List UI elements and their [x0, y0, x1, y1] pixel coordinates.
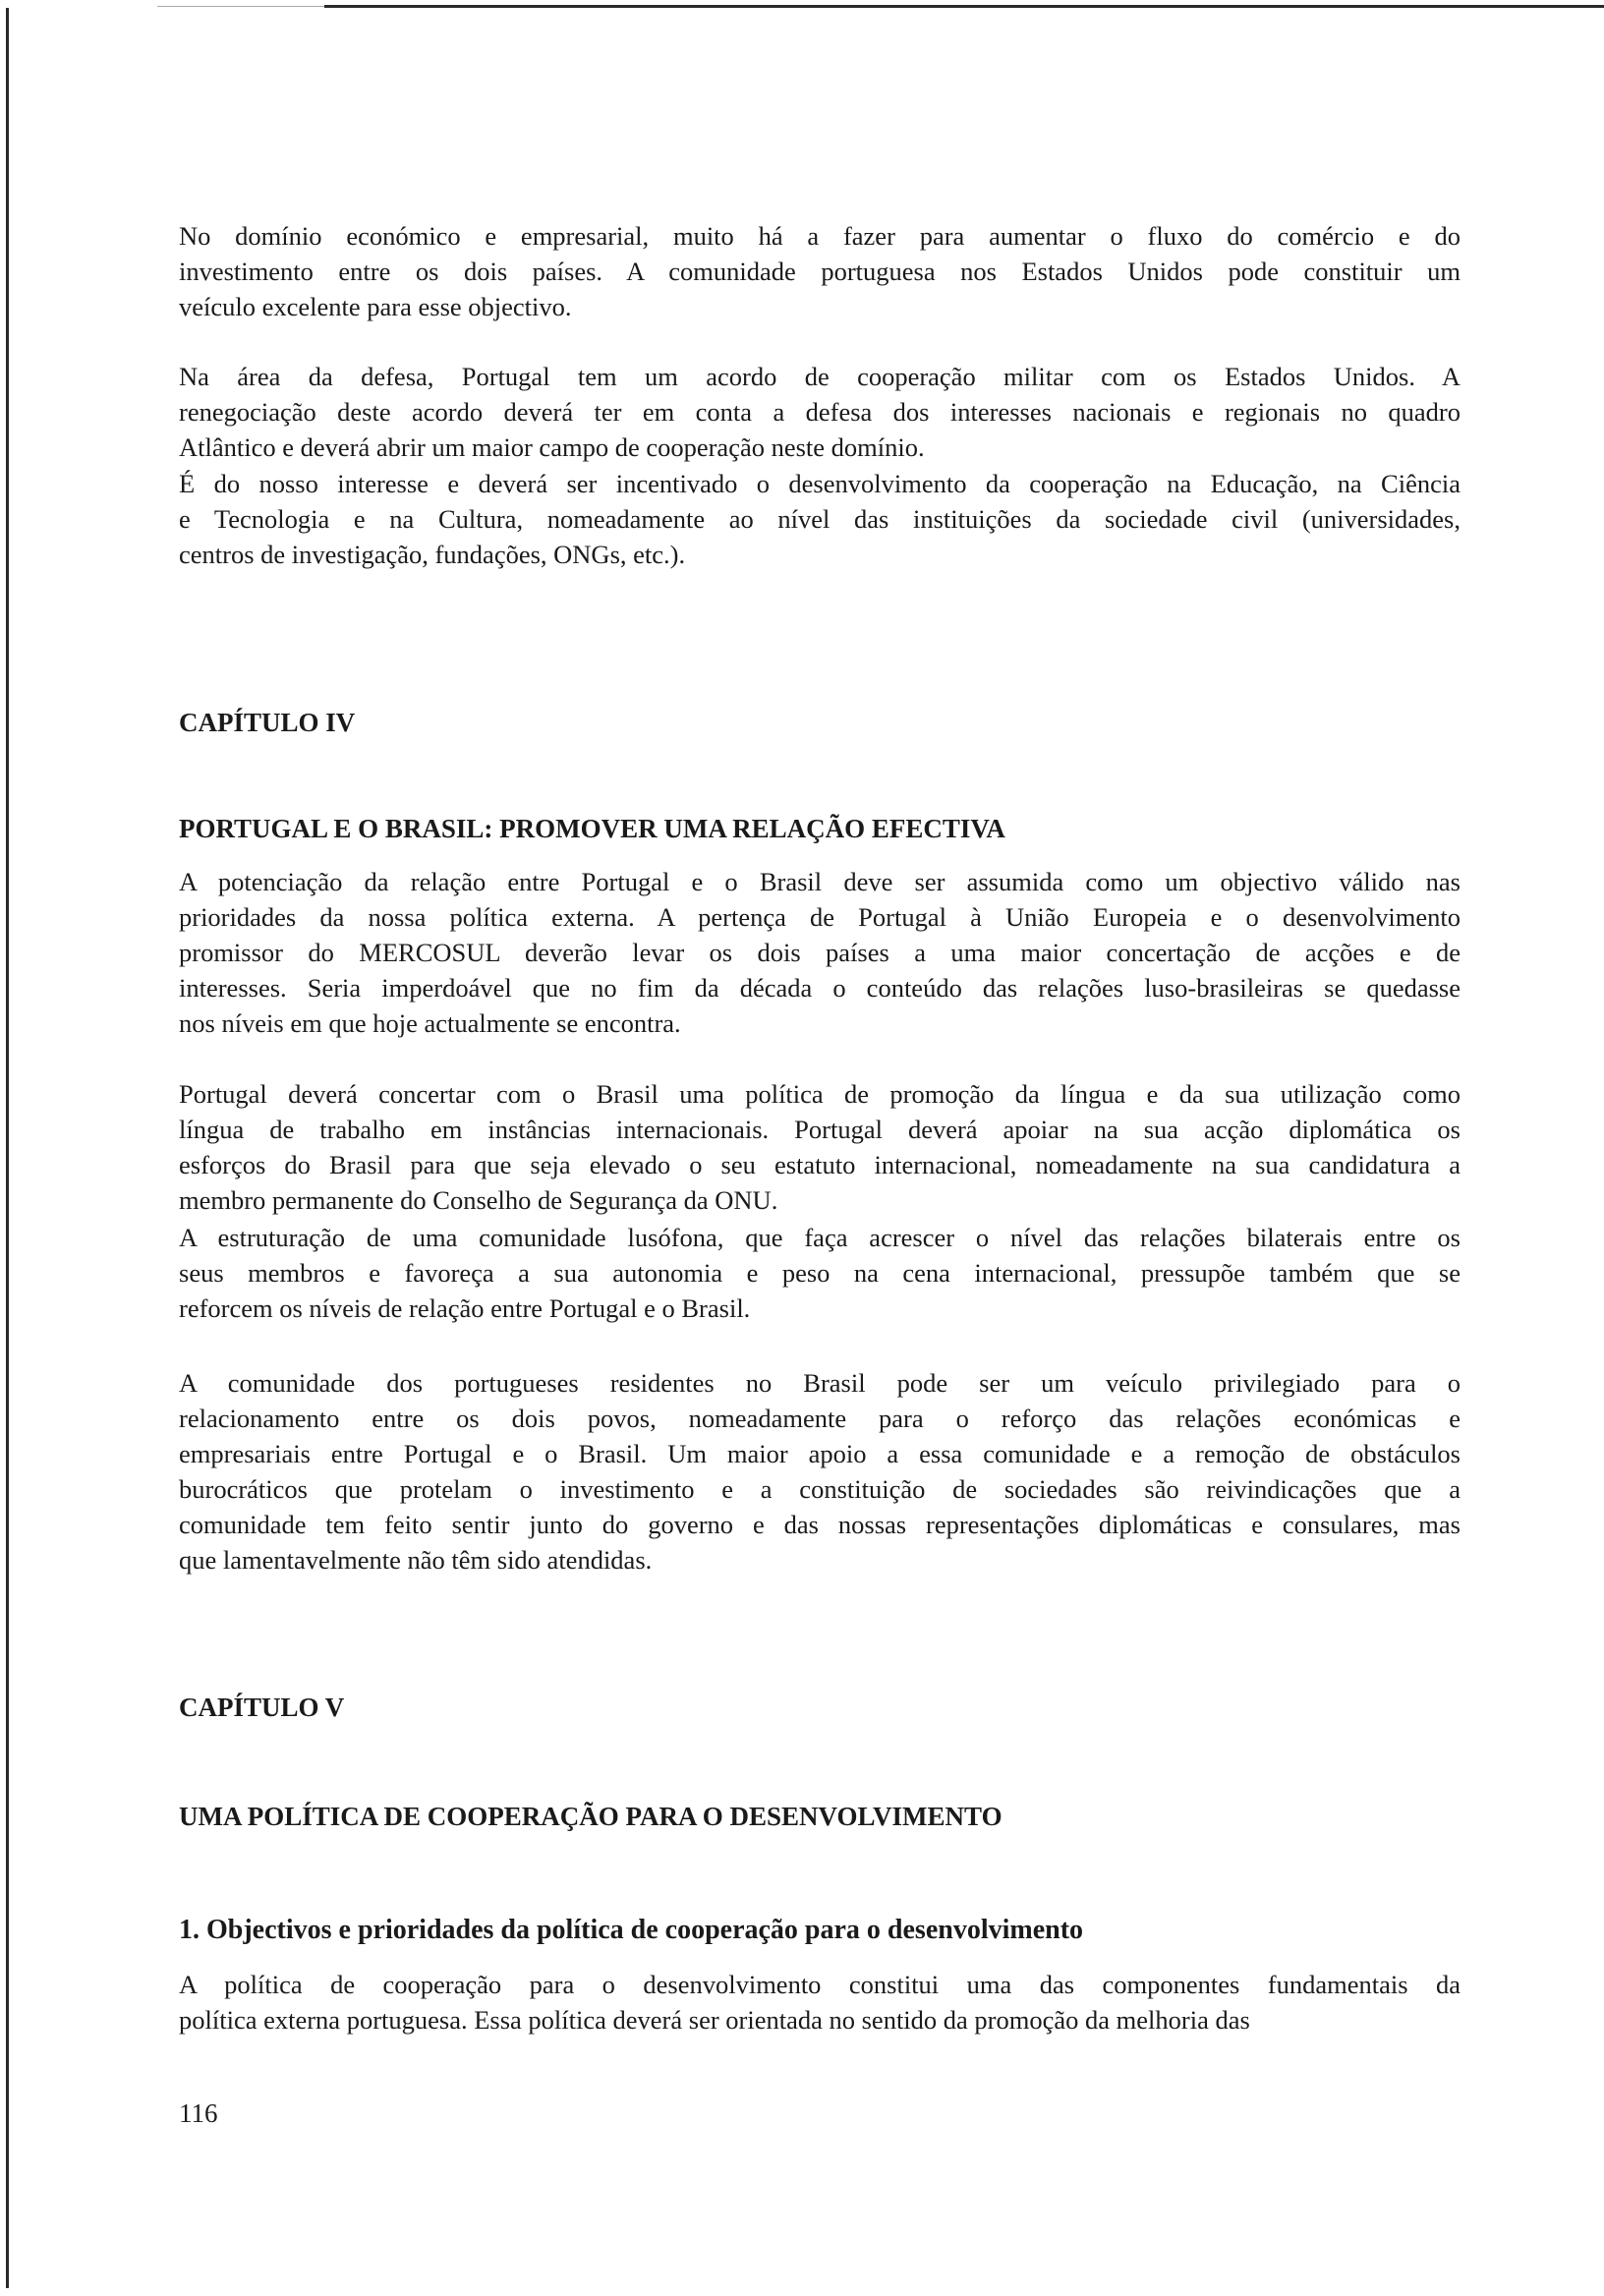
- paragraph: [179, 1365, 1461, 1578]
- paragraph: [179, 218, 1461, 324]
- text-line: Na área da defesa, Portugal tem um acordo de cooperação militar com os Estados Unidos. A: [179, 362, 1461, 391]
- text-line: política externa portuguesa. Essa política deverá ser orientada no sentido da promoção da melhoria das: [179, 2005, 1250, 2035]
- paragraph: [179, 1967, 1461, 2038]
- text-line: promissor do MERCOSUL deverão levar os dois países a uma maior concertação de acções e de: [179, 938, 1461, 967]
- text-line: veículo excelente para esse objectivo.: [179, 292, 572, 321]
- chapter-heading: CAPÍTULO IV: [179, 708, 356, 737]
- chapter-heading: CAPÍTULO V: [179, 1693, 345, 1722]
- scan-edge-left: [6, 8, 9, 2288]
- text-line: esforços do Brasil para que seja elevado o seu estatuto internacional, nomeadamente na sua candidatura a: [179, 1150, 1461, 1179]
- text-line: A potenciação da relação entre Portugal e o Brasil deve ser assumida como um objectivo válido nas: [179, 867, 1461, 896]
- chapter-title: UMA POLÍTICA DE COOPERAÇÃO PARA O DESENVOLVIMENTO: [179, 1802, 1002, 1831]
- scan-edge-top-faint: [157, 6, 324, 7]
- text-line: A política de cooperação para o desenvolvimento constitui uma das componentes fundamentais da: [179, 1970, 1461, 1999]
- text-line: língua de trabalho em instâncias internacionais. Portugal deverá apoiar na sua acção diplomática os: [179, 1115, 1461, 1144]
- section-heading: 1. Objectivos e prioridades da política de cooperação para o desenvolvimento: [179, 1915, 1084, 1945]
- text-line: A estruturação de uma comunidade lusófona, que faça acrescer o nível das relações bilaterais entre os: [179, 1223, 1461, 1252]
- text-line: membro permanente do Conselho de Segurança da ONU.: [179, 1185, 778, 1215]
- text-line: seus membros e favoreça a sua autonomia e peso na cena internacional, pressupõe também que se: [179, 1258, 1461, 1288]
- text-line: nos níveis em que hoje actualmente se encontra.: [179, 1008, 681, 1038]
- text-line: empresariais entre Portugal e o Brasil. Um maior apoio a essa comunidade e a remoção de obstáculos: [179, 1439, 1461, 1468]
- paragraph: [179, 359, 1461, 465]
- text-line: É do nosso interesse e deverá ser incentivado o desenvolvimento da cooperação na Educação, na Ciência: [179, 469, 1461, 498]
- page-number: 116: [179, 2098, 218, 2128]
- text-line: relacionamento entre os dois povos, nomeadamente para o reforço das relações económicas e: [179, 1404, 1461, 1433]
- text-line: reforcem os níveis de relação entre Portugal e o Brasil.: [179, 1293, 751, 1323]
- scan-edge-top: [324, 5, 1604, 8]
- text-line: burocráticos que protelam o investimento e a constituição de sociedades são reivindicações que a: [179, 1474, 1461, 1504]
- text-line: renegociação deste acordo deverá ter em conta a defesa dos interesses nacionais e regionais no quadro: [179, 397, 1461, 427]
- text-line: comunidade tem feito sentir junto do governo e das nossas representações diplomáticas e consulares, mas: [179, 1510, 1461, 1539]
- paragraph: [179, 466, 1461, 572]
- text-line: investimento entre os dois países. A comunidade portuguesa nos Estados Unidos pode constituir um: [179, 257, 1461, 286]
- text-line: prioridades da nossa política externa. A pertença de Portugal à União Europeia e o desenvolvimento: [179, 902, 1461, 932]
- text-line: interesses. Seria imperdoável que no fim da década o conteúdo das relações luso-brasileiras se quedasse: [179, 973, 1461, 1003]
- text-line: A comunidade dos portugueses residentes no Brasil pode ser um veículo privilegiado para o: [179, 1368, 1461, 1398]
- text-line: centros de investigação, fundações, ONGs, etc.).: [179, 540, 686, 569]
- chapter-title: PORTUGAL E O BRASIL: PROMOVER UMA RELAÇÃO EFECTIVA: [179, 814, 1005, 843]
- text-line: No domínio económico e empresarial, muito há a fazer para aumentar o fluxo do comércio e do: [179, 221, 1461, 251]
- paragraph: [179, 864, 1461, 1041]
- paragraph: [179, 1220, 1461, 1326]
- paragraph: [179, 1076, 1461, 1218]
- text-line: que lamentavelmente não têm sido atendidas.: [179, 1545, 653, 1575]
- text-line: Atlântico e deverá abrir um maior campo de cooperação neste domínio.: [179, 432, 925, 462]
- text-line: e Tecnologia e na Cultura, nomeadamente ao nível das instituições da sociedade civil (universidades,: [179, 504, 1461, 534]
- text-line: Portugal deverá concertar com o Brasil uma política de promoção da língua e da sua utilização como: [179, 1079, 1461, 1109]
